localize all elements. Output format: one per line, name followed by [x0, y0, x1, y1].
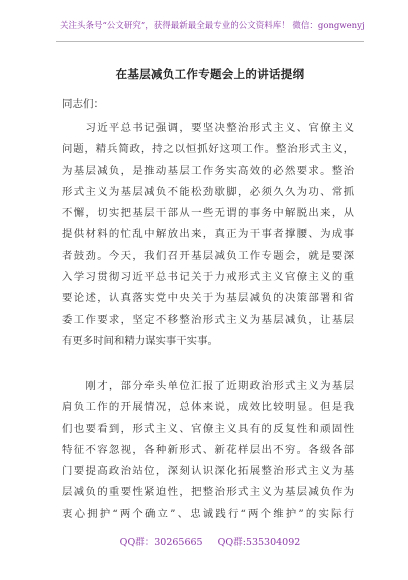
paragraph-line: 形式主义为基层减负不能松劲歇脚，必须久久为功、常抓	[62, 185, 354, 198]
paragraph-line: 有更多时间和精力谋实事干实事。	[62, 334, 218, 347]
paragraph-2	[62, 376, 354, 525]
paragraph-line: 委工作要求，坚定不移整治形式主义为基层减负，让基层	[62, 313, 354, 326]
paragraph-line: 门要提高政治站位，深刻认识深化拓展整治形式主义为基	[62, 465, 354, 478]
paragraph-line: 要论述，认真落实党中央关于为基层减负的决策部署和省	[62, 292, 354, 305]
paragraph-line: 层减负的重要性紧迫性，把整治形式主义为基层减负作为	[62, 486, 354, 499]
paragraph-line: 习近平总书记强调，要坚决整治形式主义、官僚主义	[62, 122, 354, 134]
qq-group-2: QQ群:535304092	[217, 537, 301, 548]
salutation: 同志们：	[62, 98, 104, 110]
paragraph-line: 问题，精兵简政，持之以恒抓好这项工作。整治形式主义，	[62, 143, 354, 156]
paragraph-line: 为基层减负，是推动基层工作务实高效的必然要求。整治	[62, 164, 354, 177]
paragraph-line: 特征不容忽视，各种新形式、新花样层出不穷。各级各部	[62, 443, 354, 456]
paragraph-line: 不懈，切实把基层干部从一些无谓的事务中解脱出来，从	[62, 207, 354, 220]
paragraph-line: 们也要看到，形式主义、官僚主义具有的反复性和顽固性	[62, 422, 354, 435]
paragraph-1	[62, 118, 354, 352]
paragraph-line: 入学习贯彻习近平总书记关于力戒形式主义官僚主义的重	[62, 271, 354, 284]
paragraph-line: 衷心拥护“两个确立”、忠诚践行“两个维护”的实际行	[62, 507, 354, 520]
paragraph-line: 提供材料的忙乱中解放出来，真正为干事者撑腰、为成事	[62, 228, 354, 241]
header-divider	[56, 41, 364, 42]
paragraph-line: 肩负工作的开展情况，总体来说，成效比较明显。但是我	[62, 401, 354, 414]
qq-group-1: QQ群：30265665	[119, 537, 203, 548]
paragraph-line: 者鼓劲。今天，我们召开基层减负工作专题会，就是要深	[62, 249, 354, 262]
document-title: 在基层减负工作专题会上的讲话提纲	[115, 67, 305, 81]
watermark-header: 关注头条号“公文研究”，获得最新最全最专业的公文资料库！ 微信：gongwenyj	[60, 21, 365, 31]
paragraph-line: 刚才，部分牵头单位汇报了近期政治形式主义为基层	[62, 380, 354, 392]
watermark-footer	[60, 534, 360, 548]
